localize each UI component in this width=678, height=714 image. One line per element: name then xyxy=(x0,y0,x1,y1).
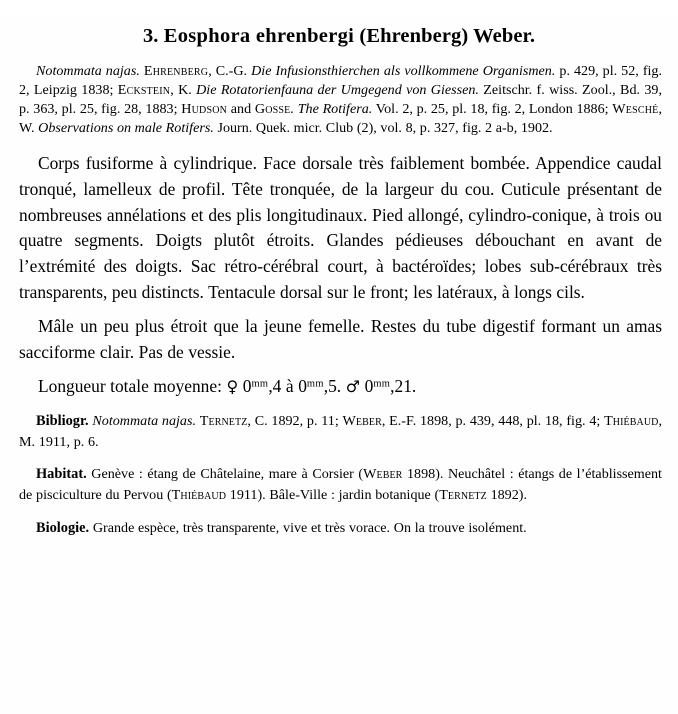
entry-number: 3. xyxy=(142,24,159,47)
female-length-2: $0^{mm},5$. xyxy=(298,375,342,396)
document-page xyxy=(0,14,678,714)
habitat-year-1: 1898). xyxy=(402,466,448,483)
reference-details-4: Journ. Quek. micr. Club (2), vol. 8, p. 327, fig. 2 a-b, 1902. xyxy=(213,120,553,137)
habitat-locality-bale: Bâle-Ville : jardin botanique ( xyxy=(269,487,440,504)
bibliography-details-1: , C. 1892, p. 11; xyxy=(247,413,343,430)
male-symbol-icon: ♂ xyxy=(345,376,361,396)
male-length: $0^{mm},21$. xyxy=(364,375,417,396)
species-name: Eosphora ehrenbergi xyxy=(163,24,355,47)
reference-details-1: p. 429, pl. 52, fig. 2, Leipzig 1838; xyxy=(19,63,663,99)
habitat-locality-neuchatel: Neuchâtel : étangs de l’établissement de pisciculture du Pervou ( xyxy=(19,466,662,504)
reference-title-4: Observations on male Rotifers. xyxy=(38,120,214,137)
unit-mm-1: mm xyxy=(251,378,269,390)
female-symbol-icon: ♀ xyxy=(226,376,239,396)
measurements-label: Longueur totale moyenne: xyxy=(38,375,222,396)
unit-mm-2: mm xyxy=(306,378,324,390)
bibliography-label: Bibliogr. xyxy=(36,413,89,430)
unit-mm-3: mm xyxy=(373,378,391,390)
biologie-section xyxy=(19,518,662,539)
habitat-year-2: 1911). xyxy=(226,487,270,504)
habitat-locality-geneve: Genève : étang de Châtelaine, mare à Corsier ( xyxy=(91,466,364,483)
habitat-year-3: 1892). xyxy=(486,487,527,504)
habitat-source-thiebaud: Thiébaud xyxy=(171,487,227,504)
range-connector: à xyxy=(285,375,294,396)
bibliography-section xyxy=(19,411,662,452)
reference-author-ehrenberg: Ehrenberg xyxy=(143,63,209,80)
female-length-1: $0^{mm},4$ xyxy=(242,375,282,396)
measurements-line xyxy=(19,374,662,400)
description-paragraph-male: Mâle un peu plus étroit que la jeune femelle. Restes du tube digestif formant un amas sacciforme clair. Pas de vessie. xyxy=(19,316,662,363)
reference-author-eckstein: Eckstein xyxy=(117,82,171,99)
habitat-source-ternetz: Ternetz xyxy=(439,487,487,504)
species-authority: (Ehrenberg) Weber. xyxy=(359,24,536,47)
bibliography-details-3: , M. 1911, p. 6. xyxy=(19,413,662,451)
description-paragraph-female: Corps fusiforme à cylindrique. Face dorsale très faiblement bombée. Appendice caudal tronqué, lamelleux de profil. Tête tronquée, de la largeur du cou. Cuticule présentant de nombreuses annélations et des plis longitudinaux. Pied allongé, cylindro-conique, à trois ou quatre segments. Doigts plutôt étroits. Glandes pédieuses débouchant en avant de l’extrémité des doigts. Sac rétro-cérébral court, à bactéroïdes; lobes sub-cérébraux très transparents, peu distincts. Tentacule dorsal sur le front; les latéraux, à longs cils. xyxy=(19,153,662,302)
reference-initials-4: , W. xyxy=(19,101,662,137)
reference-author-hudson: Hudson xyxy=(181,101,228,118)
synonym-taxon-name: Notommata najas. xyxy=(36,63,140,80)
biologie-text: Grande espèce, très transparente, vive et très vorace. On la trouve isolément. xyxy=(92,520,527,537)
reference-title-2: Die Rotatorienfauna der Umgegend von Giessen. xyxy=(196,82,479,99)
reference-details-2: Zeitschr. f. wiss. Zool., Bd. 39, p. 363, pl. 25, fig. 28, 1883; xyxy=(19,82,662,118)
habitat-source-weber: Weber xyxy=(363,466,403,483)
bibliography-author-ternetz: Ternetz xyxy=(199,413,248,430)
synonymy-block xyxy=(19,62,662,138)
reference-title-3: . The Rotifera. xyxy=(290,101,373,118)
bibliography-taxon-name: Notommata najas. xyxy=(92,413,196,430)
reference-author-wesche: Wesché xyxy=(612,101,659,118)
habitat-label: Habitat. xyxy=(36,466,87,483)
reference-details-3: Vol. 2, p. 25, pl. 18, fig. 2, London 1886; xyxy=(372,101,613,118)
bibliography-author-thiebaud: Thiébaud xyxy=(604,413,659,430)
reference-initials-1: , C.-G. xyxy=(208,63,252,80)
bibliography-details-2: , E.-F. 1898, p. 439, 448, pl. 18, fig. 4; xyxy=(381,413,605,430)
biologie-label: Biologie. xyxy=(36,520,90,537)
bibliography-author-weber: Weber xyxy=(342,413,382,430)
habitat-section xyxy=(19,464,662,505)
reference-conjunction: and xyxy=(227,101,255,118)
page-title xyxy=(0,14,678,49)
reference-initials-2: , K. xyxy=(170,82,197,99)
reference-author-gosse: Gosse xyxy=(254,101,291,118)
reference-title-1: Die Infusionsthierchen als vollkommene Organismen. xyxy=(251,63,556,80)
